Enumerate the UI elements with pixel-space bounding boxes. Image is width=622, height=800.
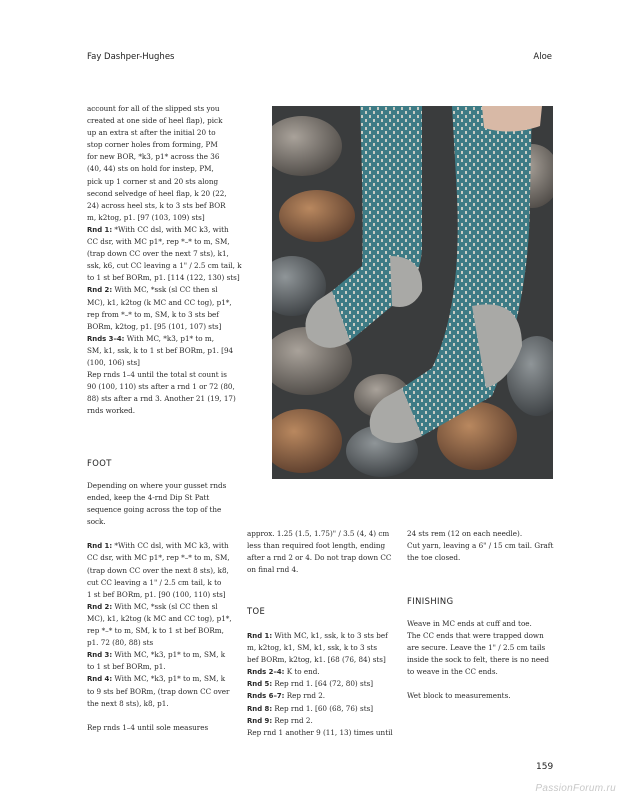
toe-rnds-2-4: Rnds 2–4: K to end.	[247, 667, 320, 677]
toe-heading: TOE	[247, 606, 266, 616]
finishing-heading: FINISHING	[407, 596, 454, 606]
column-3	[407, 528, 557, 564]
sock-illustration	[272, 106, 553, 479]
column-2	[247, 528, 399, 576]
rock	[279, 190, 355, 242]
finishing-para-2: Wet block to measurements.	[407, 691, 511, 701]
sock-photo	[272, 106, 553, 479]
watermark: PassionForum.ru	[535, 783, 616, 794]
foot-rnd-2: Rnd 2: With MC, *ssk (sl CC then sl MC), k1, k2tog (k MC and CC tog), p1*, rep *–* to m, SM, k to 1 st bef BORm, p1. 72 (80, 88) sts	[87, 601, 232, 648]
finishing-para-1: Weave in MC ends at cuff and toe. The CC ends that were trapped down are secure. Leave the 1" / 2.5 cm tails inside the sock to felt, there is no need to weave in the CC ends.	[407, 619, 549, 677]
finishing-section	[407, 618, 557, 703]
toe-continued: 24 sts rem (12 on each needle). Cut yarn, leaving a 6" / 15 cm tail. Graft the toe closed.	[407, 529, 554, 563]
leg-skin	[482, 106, 542, 132]
foot-section	[87, 480, 237, 734]
gusset-rounds	[87, 224, 242, 418]
foot-intro: Depending on where your gusset rnds ended, keep the 4-rnd Dip St Patt sequence going across the top of the sock.	[87, 481, 227, 527]
toe-rnd-5: Rnd 5: Rep rnd 1. [64 (72, 80) sts]	[247, 679, 374, 689]
toe-section	[247, 630, 399, 739]
gusset-repeat: Rep rnds 1–4 until the total st count is 90 (100, 110) sts after a rnd 1 or 72 (80, 88) sts after a rnd 3. Another 21 (19, 17) rnds worked.	[87, 370, 236, 416]
gusset-rnd-2: Rnd 2: With MC, *ssk (sl CC then sl MC), k1, k2tog (k MC and CC tog), p1*, rep from *–* to m, SM, k to 3 sts bef BORm, k2tog, p1. [95 (101, 107) sts]	[87, 285, 232, 331]
column-1	[87, 103, 237, 236]
gusset-rnds-3-4: Rnds 3–4: With MC, *k3, p1* to m, SM, k1, ssk, k to 1 st bef BORm, p1. [94 (100, 106) sts]	[87, 333, 234, 368]
foot-heading: FOOT	[87, 458, 112, 468]
page-number: 159	[536, 762, 554, 772]
foot-rnd-4: Rnd 4: With MC, *k3, p1* to m, SM, k to 9 sts bef BORm, (trap down CC over the next 8 sts), k8, p1.	[87, 674, 230, 708]
toe-repeat: Rep rnd 1 another 9 (11, 13) times until	[247, 727, 393, 737]
toe-rnd-8: Rnd 8: Rep rnd 1. [60 (68, 76) sts]	[247, 703, 374, 713]
foot-repeat: Rep rnds 1–4 until sole measures	[87, 722, 209, 732]
gusset-rnd-1: Rnd 1: *With CC dsl, with MC k3, with CC dsr, with MC p1*, rep *–* to m, SM, (trap down CC over the next 7 sts), k1, ssk, k6, cut CC leaving a 1" / 2.5 cm tail, k to 1 st bef BORm, p1. [114 (122, 130) sts]	[87, 225, 242, 283]
foot-continued: approx. 1.25 (1.5, 1.75)" / 3.5 (4, 4) cm less than required foot length, ending after a rnd 2 or 4. Do not trap down CC on final rnd 4.	[247, 529, 392, 575]
toe-rnd-9: Rnd 9: Rep rnd 2.	[247, 715, 313, 725]
foot-rnd-3: Rnd 3: With MC, *k3, p1* to m, SM, k to 1 st bef BORm, p1.	[87, 650, 226, 672]
gusset-intro: account for all of the slipped sts you created at one side of heel flap), pick up an extra st after the initial 20 to stop corner holes from forming, PM for new BOR, *k3, p1* across the 36 (40, 44) sts on hold for instep, PM, pick up 1 corner st and 20 sts along second selvedge of heel flap, k 20 (22, 24) across heel sts, k to 3 sts bef BOR m, k2tog, p1. [97 (103, 109) sts]	[87, 104, 227, 222]
running-header-pattern: Aloe	[533, 52, 552, 62]
foot-rnd-1: Rnd 1: *With CC dsl, with MC k3, with CC dsr, with MC p1*, rep *–* to m, SM, (trap down CC over the next 8 sts), k8, cut CC leaving a 1" / 2.5 cm tail, k to 1 st bef BORm, p1. [90 (100, 110) sts]	[87, 541, 230, 599]
toe-rnd-1: Rnd 1: With MC, k1, ssk, k to 3 sts bef m, k2tog, k1, SM, k1, ssk, k to 3 sts bef BORm, k2tog, k1. [68 (76, 84) sts]	[247, 631, 388, 665]
toe-rnds-6-7: Rnds 6–7: Rep rnd 2.	[247, 691, 326, 701]
running-header-author: Fay Dashper-Hughes	[87, 52, 175, 62]
